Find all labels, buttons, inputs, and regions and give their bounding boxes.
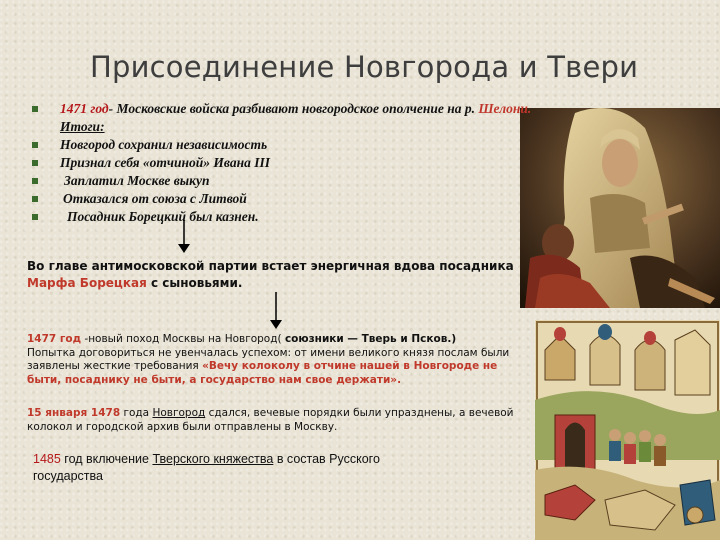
tver-1485-paragraph bbox=[33, 451, 453, 485]
paragraph-text: года bbox=[120, 407, 153, 419]
painting-marfa-boretskaya bbox=[520, 108, 720, 308]
bullet-square-icon bbox=[32, 214, 38, 220]
down-arrow-icon bbox=[177, 220, 191, 254]
list-item bbox=[32, 208, 531, 226]
list-item bbox=[32, 172, 531, 190]
campaign-1477-paragraph bbox=[27, 333, 517, 387]
bullet-square-icon bbox=[32, 178, 38, 184]
list-item bbox=[32, 190, 531, 208]
bullet-text: Посадник Борецкий был казнен. bbox=[67, 209, 259, 224]
bullet-text: Отказался от союза с Литвой bbox=[63, 191, 247, 206]
list-item bbox=[32, 136, 531, 154]
list-item bbox=[32, 100, 531, 118]
bullet-square-icon bbox=[32, 142, 38, 148]
paragraph-tail: с сыновьями. bbox=[146, 276, 243, 290]
results-heading: Итоги: bbox=[60, 119, 105, 134]
year-1477: 1477 год bbox=[27, 333, 82, 345]
tver-principality-link[interactable]: Тверского княжества bbox=[152, 452, 274, 466]
boretskaya-paragraph bbox=[27, 258, 514, 292]
surrender-1478-paragraph bbox=[27, 407, 517, 434]
paragraph-text: -новый поход Москвы на Новгород( bbox=[81, 333, 285, 345]
bullet-year: 1471 год bbox=[60, 101, 109, 116]
list-item bbox=[32, 154, 531, 172]
moscow-demand-quote: «Вечу колоколу в отчине нашей в Новгороде не быти, посаднику не быти, а государство нам свое держати». bbox=[27, 360, 498, 386]
bullet-text: Признал себя «отчиной» Ивана III bbox=[60, 155, 270, 170]
paragraph-line: Во главе антимосковской партии встает энергичная вдова посадника bbox=[27, 259, 514, 273]
list-item bbox=[32, 118, 531, 136]
bullet-square-icon bbox=[32, 160, 38, 166]
bullet-text: Новгород сохранил независимость bbox=[60, 137, 268, 152]
allies-text: союзники — Тверь и Псков.) bbox=[284, 333, 457, 345]
down-arrow-icon bbox=[269, 292, 283, 330]
slide-title: Присоединение Новгорода и Твери bbox=[90, 50, 639, 84]
results-bullet-list bbox=[32, 100, 531, 226]
bullet-square-icon bbox=[32, 106, 38, 112]
novgorod-link[interactable]: Новгород bbox=[152, 407, 206, 419]
paragraph-text: в состав Русского государства bbox=[33, 452, 380, 483]
marfa-name: Марфа Борецкая bbox=[27, 276, 147, 290]
paragraph-text: Попытка договориться не увенчалась успехом: от имени великого князя послам были заявлены жесткие требования bbox=[27, 346, 510, 372]
paragraph-text: сдался, вечевые порядки были упразднены, а вечевой колокол и городской архив были отправлены в Москву. bbox=[27, 407, 514, 433]
year-1485: 1485 bbox=[33, 452, 61, 466]
bullet-text: - Московские войска разбивают новгородское ополчение на р. bbox=[108, 101, 479, 116]
bullet-text: Заплатил Москве выкуп bbox=[64, 173, 210, 188]
paragraph-text: год включение bbox=[60, 452, 153, 466]
chronicle-miniature bbox=[535, 320, 720, 540]
bullet-square-icon bbox=[32, 196, 38, 202]
river-name: Шелони. bbox=[478, 101, 532, 116]
date-1478: 15 января 1478 bbox=[27, 407, 121, 419]
